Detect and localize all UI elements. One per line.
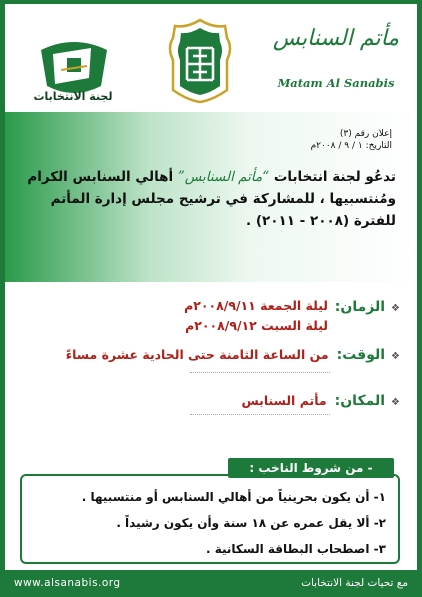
brand-english-name: Matam Al Sanabis — [277, 76, 395, 90]
schedule-place: ❖المكان:مأتم السنابس — [241, 393, 400, 409]
diamond-bullet-icon: ❖ — [391, 303, 400, 314]
time-value-1: ليلة الجمعة ٢٠٠٨/٩/١١م — [184, 298, 328, 313]
intro-part-1: تدعُو لجنة انتخابات — [273, 169, 396, 185]
voter-conditions-title: - من شروط الناخب : — [228, 458, 394, 478]
brand-arabic-name: مأتم السنابس — [272, 26, 400, 51]
place-label: المكان — [340, 393, 386, 409]
header — [5, 4, 417, 112]
footer-bar — [0, 570, 422, 597]
diamond-bullet-icon: ❖ — [391, 397, 400, 408]
committee-logo-caption: لجنة الانتخابات — [33, 90, 113, 103]
time-value-2: ليلة السبت ٢٠٠٨/٩/١٢م — [185, 318, 328, 333]
notice-number: إعلان رقم (٣) — [339, 129, 392, 139]
intro-quoted-name: “مأتم السنابس” — [177, 169, 270, 185]
diamond-bullet-icon: ❖ — [391, 351, 400, 362]
invitation-paragraph — [24, 166, 396, 232]
condition-item: ٢- ألا يقل عمره عن ١٨ سنة وأن يكون رشيداً . — [116, 516, 386, 530]
place-value: مأتم السنابس — [241, 393, 327, 408]
dotted-separator — [190, 372, 330, 374]
notice-meta — [311, 128, 392, 152]
condition-item: ٣- اصطحاب البطاقة السكانية . — [205, 542, 386, 556]
dotted-separator — [190, 414, 330, 416]
condition-item: ١- أن يكون بحرينياً من أهالي السنابس أو منتسبيها . — [81, 490, 386, 504]
time-label: الزمان — [340, 299, 386, 315]
emblem-logo — [165, 18, 235, 104]
hours-label: الوقت — [342, 347, 386, 363]
hours-value: من الساعة الثامنة حتى الحادية عشرة مساءً — [65, 347, 329, 362]
intro-part-2: أهالي السنابس الكرام ومُنتسبيها ، للمشاركة في ترشيح مجلس إدارة المأتم للفترة (٢٠٠٨ - ٢٠١١) . — [27, 169, 396, 229]
schedule-time: ❖الزمان: ليلة الجمعة ٢٠٠٨/٩/١١م ليلة السبت ٢٠٠٨/٩/١٢م — [184, 298, 400, 333]
schedule-hours: ❖الوقت:من الساعة الثامنة حتى الحادية عشرة مساءً — [65, 347, 400, 363]
notice-date: التاريخ: ١ / ٩ / ٢٠٠٨م — [310, 141, 392, 151]
footer-greeting: مع تحيات لجنة الانتخابات — [301, 577, 408, 589]
footer-website-link[interactable]: www.alsanabis.org — [14, 577, 121, 589]
